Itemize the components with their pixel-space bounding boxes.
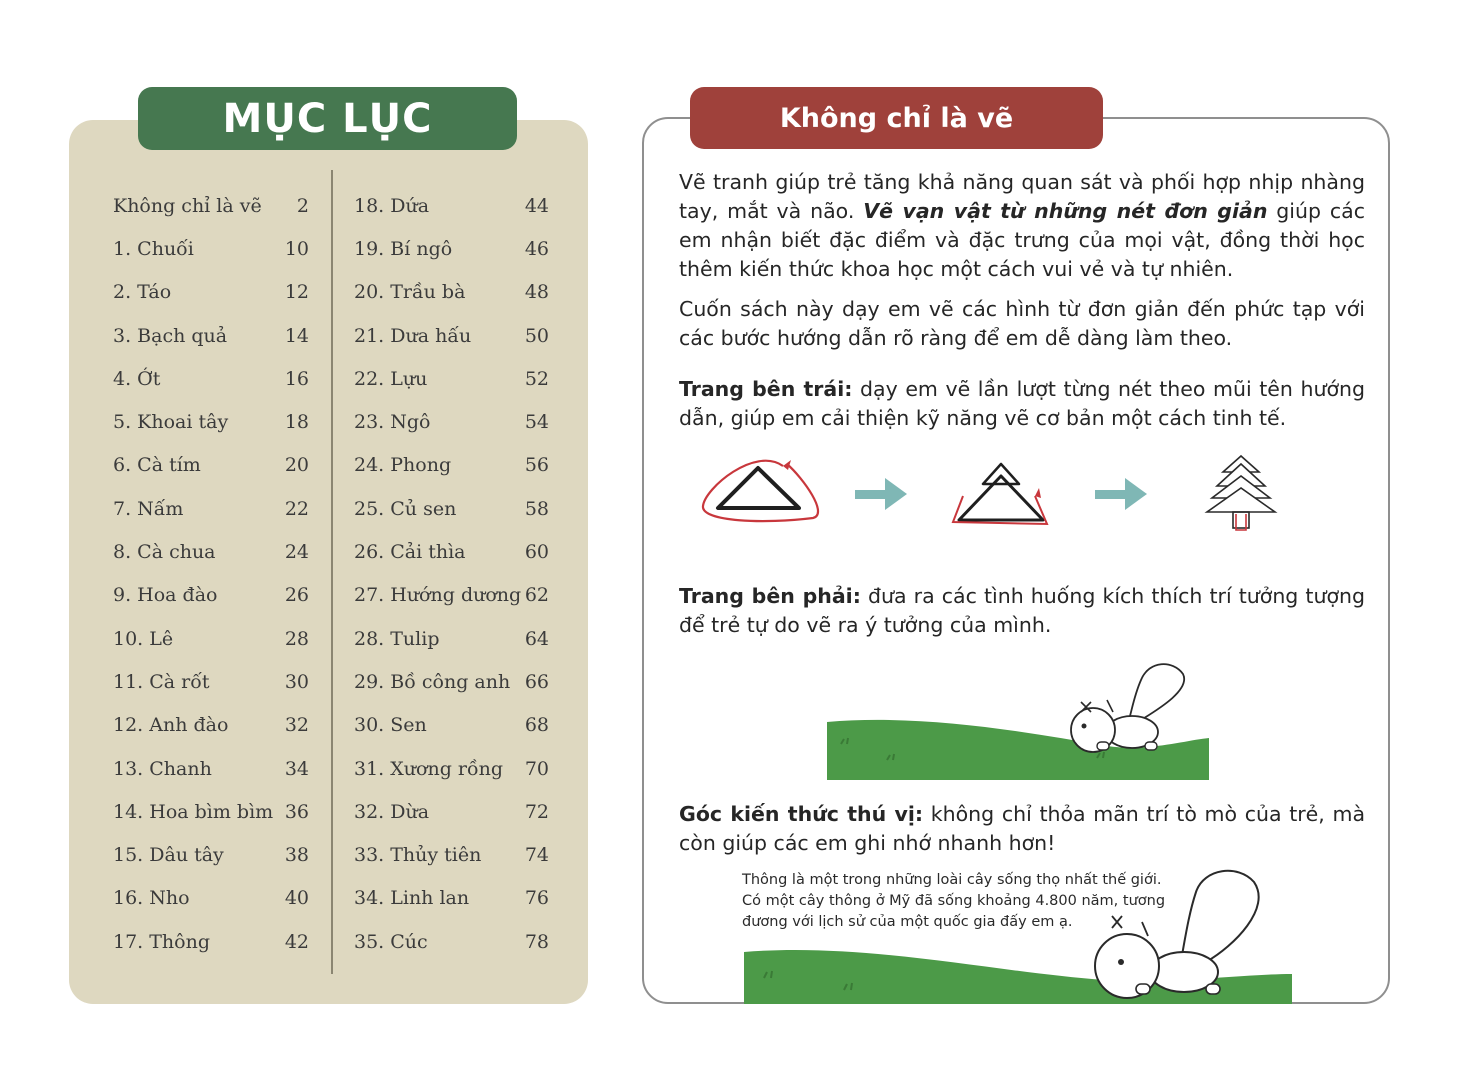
toc-entry-label: 2. Táo [113,281,172,304]
toc-entry-label: 28. Tulip [354,627,440,650]
toc-entry-page: 68 [524,714,549,737]
toc-entry-page: 16 [284,367,309,390]
toc-entry [113,444,309,487]
toc-entry [354,920,549,963]
toc-entry-page: 22 [284,497,309,520]
toc-entry-page: 28 [284,627,309,650]
toc-entry [113,833,309,876]
toc-entry-label: 6. Cà tím [113,454,201,477]
toc-entry [354,790,549,833]
toc-entry-page: 56 [524,454,549,477]
toc-entry-page: 24 [284,541,309,564]
fun-fact-label: Góc kiến thức thú vị: [679,802,924,826]
fun-fact-paragraph [679,800,1365,858]
fun-fact-text: không chỉ thỏa mãn trí tò mò của trẻ, mà còn giúp các em ghi nhớ nhanh hơn! [679,802,1366,855]
squirrel-illustration [827,660,1209,780]
toc-entry [113,574,309,617]
arrow-right-icon [1095,478,1147,510]
toc-entry-page: 54 [524,411,549,434]
toc-entry [113,617,309,660]
toc-entry-label: Không chỉ là vẽ [113,194,262,217]
toc-entry-label: 31. Xương rồng [354,757,504,780]
toc-entry-label: 33. Thủy tiên [354,844,482,867]
toc-entry-label: 3. Bạch quả [113,324,228,347]
toc-entry [113,530,309,573]
toc-entry-page: 62 [524,584,549,607]
toc-entry [113,314,309,357]
tree-drawing-steps [695,450,1295,542]
toc-entry [113,400,309,443]
toc-entry-label: 15. Dâu tây [113,844,224,867]
toc-column-2 [354,184,549,963]
toc-entry-page: 30 [284,670,309,693]
toc-entry-label: 30. Sen [354,714,427,737]
toc-entry [354,574,549,617]
toc-entry-label: 20. Trầu bà [354,281,466,304]
toc-entry-page: 2 [296,194,309,217]
toc-entry [113,747,309,790]
toc-entry-page: 64 [524,627,549,650]
toc-entry-label: 19. Bí ngô [354,237,453,260]
toc-entry [354,444,549,487]
toc-entry [354,704,549,747]
toc-entry [354,617,549,660]
right-page-paragraph [679,582,1365,640]
toc-entry-page: 74 [524,844,549,867]
toc-entry-page: 60 [524,541,549,564]
toc-entry-page: 12 [284,281,309,304]
toc-entry-page: 50 [524,324,549,347]
toc-entry-label: 25. Củ sen [354,497,457,520]
toc-entry [113,660,309,703]
toc-entry-label: 10. Lê [113,627,174,650]
toc-entry-page: 44 [524,194,549,217]
toc-entry-page: 66 [524,670,549,693]
toc-entry-page: 20 [284,454,309,477]
toc-entry-page: 10 [284,237,309,260]
toc-entry [113,184,309,227]
toc-entry [354,530,549,573]
toc-divider [331,170,333,974]
toc-entry-label: 32. Dừa [354,800,430,823]
toc-entry-page: 46 [524,237,549,260]
toc-entry-page: 76 [524,887,549,910]
toc-entry-label: 34. Linh lan [354,887,470,910]
intro-paragraph-1 [679,168,1365,284]
left-page-label: Trang bên trái: [679,377,853,401]
toc-entry-label: 21. Dưa hấu [354,324,472,347]
intro-p1-text-end: giúp các em nhận biết đặc điểm và đặc trưng của mọi vật, đồng thời học thêm kiến thức khoa học một cách vui vẻ và tự nhiên. [679,199,1365,281]
toc-entry-label: 1. Chuối [113,237,194,260]
left-page-paragraph [679,375,1365,433]
toc-entry [354,271,549,314]
intro-paragraph-2: Cuốn sách này dạy em vẽ các hình từ đơn giản đến phức tạp với các bước hướng dẫn rõ ràng để em dễ dàng làm theo. [679,297,1365,350]
toc-entry [354,314,549,357]
intro-p1-emphasis: Vẽ vạn vật từ những nét đơn giản [863,199,1268,223]
toc-entry-label: 4. Ớt [113,367,161,390]
toc-entry-label: 16. Nho [113,887,190,910]
toc-title: MỤC LỤC [138,87,517,150]
toc-entry-label: 17. Thông [113,930,211,953]
left-page-text: dạy em vẽ lần lượt từng nét theo mũi tên hướng dẫn, giúp em cải thiện kỹ năng vẽ cơ bản một cách tinh tế. [679,377,1365,430]
toc-entry-label: 5. Khoai tây [113,411,229,434]
toc-entry-label: 9. Hoa đào [113,584,218,607]
toc-entry [354,184,549,227]
toc-entry-label: 24. Phong [354,454,452,477]
toc-entry-page: 32 [284,714,309,737]
toc-entry-label: 27. Hướng dương [354,584,522,607]
toc-entry [113,271,309,314]
toc-entry-label: 22. Lựu [354,367,428,390]
step-1-triangle [703,460,818,521]
toc-entry [354,747,549,790]
toc-entry-page: 36 [284,800,309,823]
intro-p1-text: Vẽ tranh giúp trẻ tăng khả năng quan sát và phối hợp nhịp nhàng tay, mắt và não. [679,170,1365,223]
toc-entry [354,487,549,530]
toc-entry-page: 18 [284,411,309,434]
toc-entry-label: 11. Cà rốt [113,670,210,693]
toc-entry [113,357,309,400]
arrow-right-icon [855,478,907,510]
right-page-label: Trang bên phải: [679,584,861,608]
toc-entry-page: 70 [524,757,549,780]
toc-entry-label: 14. Hoa bìm bìm [113,800,274,823]
toc-entry [354,877,549,920]
toc-entry-page: 48 [524,281,549,304]
toc-entry-label: 8. Cà chua [113,541,216,564]
toc-entry-label: 29. Bồ công anh [354,670,511,693]
toc-entry [354,357,549,400]
toc-entry [113,487,309,530]
right-page-text: đưa ra các tình huống kích thích trí tưởng tượng để trẻ tự do vẽ ra ý tưởng của mình. [679,584,1366,637]
toc-entry [354,833,549,876]
toc-entry-page: 26 [284,584,309,607]
toc-entry-page: 14 [284,324,309,347]
toc-entry-page: 52 [524,367,549,390]
toc-entry [113,877,309,920]
step-2-tree [953,464,1047,524]
toc-entry-page: 42 [284,930,309,953]
toc-entry [113,920,309,963]
toc-entry-label: 12. Anh đào [113,714,229,737]
step-3-tree [1207,456,1275,530]
toc-entry [354,227,549,270]
toc-entry [354,400,549,443]
toc-entry-label: 26. Cải thìa [354,541,466,564]
toc-entry-label: 23. Ngô [354,411,431,434]
toc-entry-page: 72 [524,800,549,823]
toc-entry [113,704,309,747]
fun-fact-note: Thông là một trong những loài cây sống thọ nhất thế giới. Có một cây thông ở Mỹ đã sống khoảng 4.800 năm, tương đương với lịch sử của một quốc gia đấy em ạ. [742,872,1166,930]
toc-entry-page: 40 [284,887,309,910]
toc-column-1 [113,184,309,963]
toc-entry-label: 35. Cúc [354,930,428,953]
toc-entry-label: 13. Chanh [113,757,212,780]
toc-entry-page: 58 [524,497,549,520]
toc-entry-label: 7. Nấm [113,497,184,520]
toc-entry [113,227,309,270]
intro-title: Không chỉ là vẽ [690,87,1103,149]
toc-entry-page: 34 [284,757,309,780]
toc-entry [354,660,549,703]
toc-entry [113,790,309,833]
toc-entry-page: 38 [284,844,309,867]
toc-entry-label: 18. Dứa [354,194,430,217]
toc-entry-page: 78 [524,930,549,953]
